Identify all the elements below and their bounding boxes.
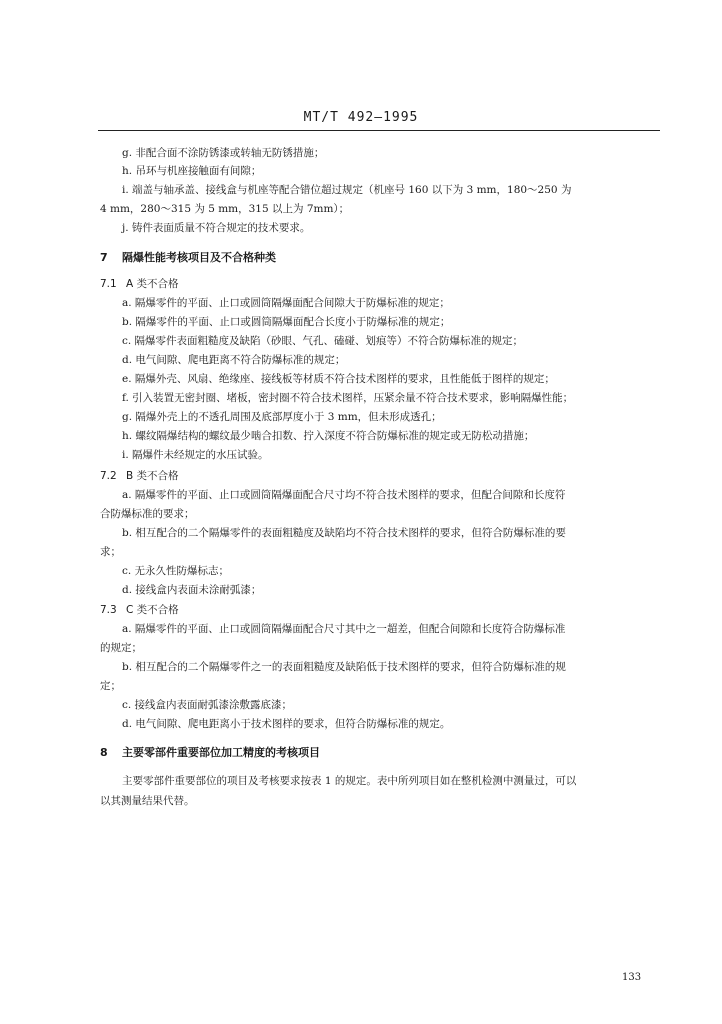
header-rule — [98, 130, 660, 131]
item-h: h. 吊环与机座接触面有间隙； — [122, 165, 262, 177]
document-code: MT/T 492—1995 — [303, 110, 419, 125]
list-item: d. 接线盒内表面未涂耐弧漆； — [122, 584, 262, 596]
list-item: i. 隔爆件未经规定的水压试验。 — [122, 449, 269, 461]
section-7-heading — [100, 251, 660, 265]
paragraph: 主要零部件重要部位的项目及考核要求按表 1 的规定。表中所列项目如在整机检测中测量过，可以 — [122, 775, 577, 787]
section-number: 7 — [100, 251, 108, 264]
item-i: i. 端盖与轴承盖、接线盒与机座等配合错位超过规定（机座号 160 以下为 3 mm，180～250 为 — [122, 184, 572, 196]
list-item: a. 隔爆零件的平面、止口或圆筒隔爆面配合尺寸均不符合技术图样的要求，但配合间隙和长度符 — [122, 489, 566, 501]
list-item: c. 接线盒内表面耐弧漆涂敷露底漆； — [122, 699, 293, 711]
list-item: b. 相互配合的二个隔爆零件之一的表面粗糙度及缺陷低于技术图样的要求，但符合防爆标准的规 — [122, 661, 566, 673]
item-g: g. 非配合面不涂防锈漆或转轴无防锈措施； — [122, 147, 325, 159]
list-item: c. 无永久性防爆标志； — [122, 565, 230, 577]
list-item: b. 隔爆零件的平面、止口或圆筒隔爆面配合长度小于防爆标准的规定； — [122, 316, 451, 328]
item-j: j. 铸件表面质量不符合规定的技术要求。 — [122, 222, 311, 234]
subsection-7-3-heading: 7.3 C 类不合格 — [100, 604, 179, 616]
list-item-cont: 定； — [100, 680, 121, 692]
list-item: c. 隔爆零件表面粗糙度及缺陷（砂眼、气孔、磕碰、划痕等）不符合防爆标准的规定； — [122, 335, 524, 347]
list-item: a. 隔爆零件的平面、止口或圆筒隔爆面配合尺寸其中之一超差，但配合间隙和长度符合防爆标准 — [122, 623, 566, 635]
subsection-7-2-heading: 7.2 B 类不合格 — [100, 470, 179, 482]
list-item: b. 相互配合的二个隔爆零件的表面粗糙度及缺陷均不符合技术图样的要求，但符合防爆标准的要 — [122, 527, 566, 539]
item-i-cont: 4 mm，280～315 为 5 mm，315 以上为 7mm）； — [100, 203, 350, 215]
list-item: e. 隔爆外壳、风扇、绝缘座、接线板等材质不符合技术图样的要求，且性能低于图样的规定； — [122, 373, 555, 385]
section-title: 主要零部件重要部位加工精度的考核项目 — [122, 746, 320, 759]
list-item: a. 隔爆零件的平面、止口或圆筒隔爆面配合间隙大于防爆标准的规定； — [122, 297, 450, 309]
page-number: 133 — [622, 972, 642, 983]
paragraph-cont: 以其测量结果代替。 — [100, 795, 195, 807]
list-item: g. 隔爆外壳上的不透孔周围及底部厚度小于 3 mm，但未形成透孔； — [122, 411, 442, 423]
list-item-cont: 合防爆标准的要求； — [100, 508, 195, 520]
subsection-7-1-heading: 7.1 A 类不合格 — [100, 278, 179, 290]
list-item-cont: 的规定； — [100, 642, 142, 654]
list-item: f. 引入装置无密封圈、堵板，密封圈不符合技术图样，压紧余量不符合技术要求，影响隔爆性能； — [122, 392, 574, 404]
list-item-cont: 求； — [100, 546, 121, 558]
list-item: d. 电气间隙、爬电距离小于技术图样的要求，但符合防爆标准的规定。 — [122, 718, 451, 730]
list-item: h. 螺纹隔爆结构的螺纹最少啮合扣数、拧入深度不符合防爆标准的规定或无防松动措施； — [122, 430, 535, 442]
list-item: d. 电气间隙、爬电距离不符合防爆标准的规定； — [122, 354, 346, 366]
section-8-heading — [100, 746, 660, 760]
section-number: 8 — [100, 746, 108, 759]
section-title: 隔爆性能考核项目及不合格种类 — [122, 251, 276, 264]
